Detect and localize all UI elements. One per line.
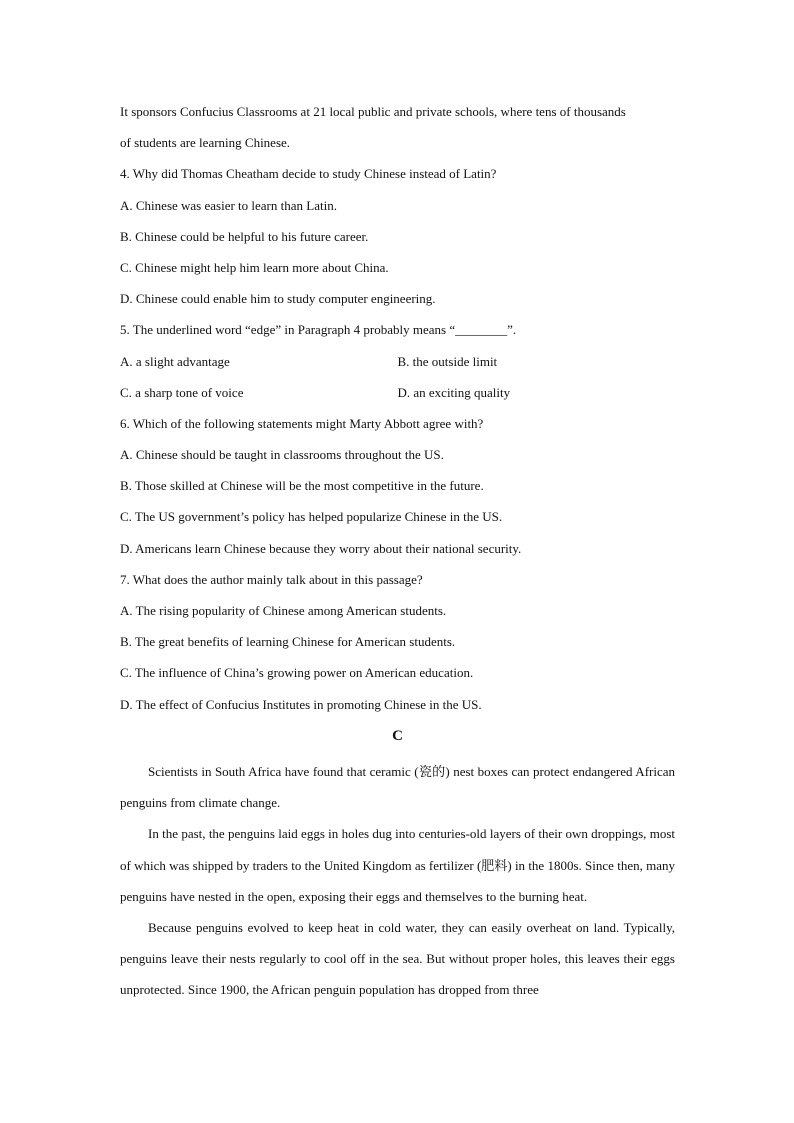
question-7-option-c: C. The influence of China’s growing power on American education. [120, 665, 474, 681]
question-7-option-b: B. The great benefits of learning Chinese for American students. [120, 634, 456, 650]
section-c-paragraph-3-text: Because penguins evolved to keep heat in cold water, they can easily overheat on land. Typically, penguins leave their nests regularly to cool off in the sea. But without proper holes, this leaves their eggs unprotected. Since 1900, the African penguin population has dropped from three [120, 919, 675, 998]
section-c-paragraph-1-text: Scientists in South Africa have found that ceramic (瓷的) nest boxes can protect endangered African penguins from climate change. [120, 763, 675, 811]
question-5-options-row-2 [120, 382, 675, 413]
document-content [120, 101, 675, 1006]
question-6-option-b: B. Those skilled at Chinese will be the most competitive in the future. [120, 478, 484, 494]
question-4-option-c: C. Chinese might help him learn more about China. [120, 259, 389, 275]
section-c-paragraph-1 [120, 756, 675, 818]
question-6-option-c: C. The US government’s policy has helped popularize Chinese in the US. [120, 509, 503, 525]
question-7-option-d: D. The effect of Confucius Institutes in promoting Chinese in the US. [120, 696, 482, 712]
intro-line-2: of students are learning Chinese. [120, 135, 291, 151]
question-4-option-a: A. Chinese was easier to learn than Latin. [120, 197, 337, 213]
question-5-option-c: C. a sharp tone of voice [120, 384, 244, 400]
section-c-title: C [392, 727, 403, 744]
question-6-option-d: D. Americans learn Chinese because they worry about their national security. [120, 540, 522, 556]
question-7-option-a: A. The rising popularity of Chinese among American students. [120, 603, 447, 618]
question-6-stem: 6. Which of the following statements might Marty Abbott agree with? [120, 415, 484, 431]
section-c-paragraph-2-text: In the past, the penguins laid eggs in holes dug into centuries-old layers of their own droppings, most of which was shipped by traders to the United Kingdom as fertilizer (肥料) in the 1800s. Since then, many penguins have nested in the open, exposing their eggs and themselves to the burning heat. [120, 826, 675, 904]
question-4-option-b: B. Chinese could be helpful to his future career. [120, 228, 369, 244]
intro-line-1: It sponsors Confucius Classrooms at 21 local public and private schools, where tens of thousands [120, 104, 626, 119]
question-6-option-a: A. Chinese should be taught in classrooms throughout the US. [120, 447, 444, 463]
question-5-option-d: D. an exciting quality [397, 384, 511, 400]
question-5-option-a: A. a slight advantage [120, 353, 230, 369]
question-5-stem: 5. The underlined word “edge” in Paragraph 4 probably means “________”. [120, 322, 517, 338]
question-5-option-b: B. the outside limit [397, 353, 498, 369]
question-7-stem: 7. What does the author mainly talk about in this passage? [120, 571, 423, 587]
section-c-paragraph-2 [120, 818, 675, 912]
question-4-stem: 4. Why did Thomas Cheatham decide to study Chinese instead of Latin? [120, 166, 497, 182]
question-4-option-d: D. Chinese could enable him to study computer engineering. [120, 291, 436, 307]
section-c-paragraph-3 [120, 912, 675, 1006]
question-5-options-row-1 [120, 351, 675, 382]
